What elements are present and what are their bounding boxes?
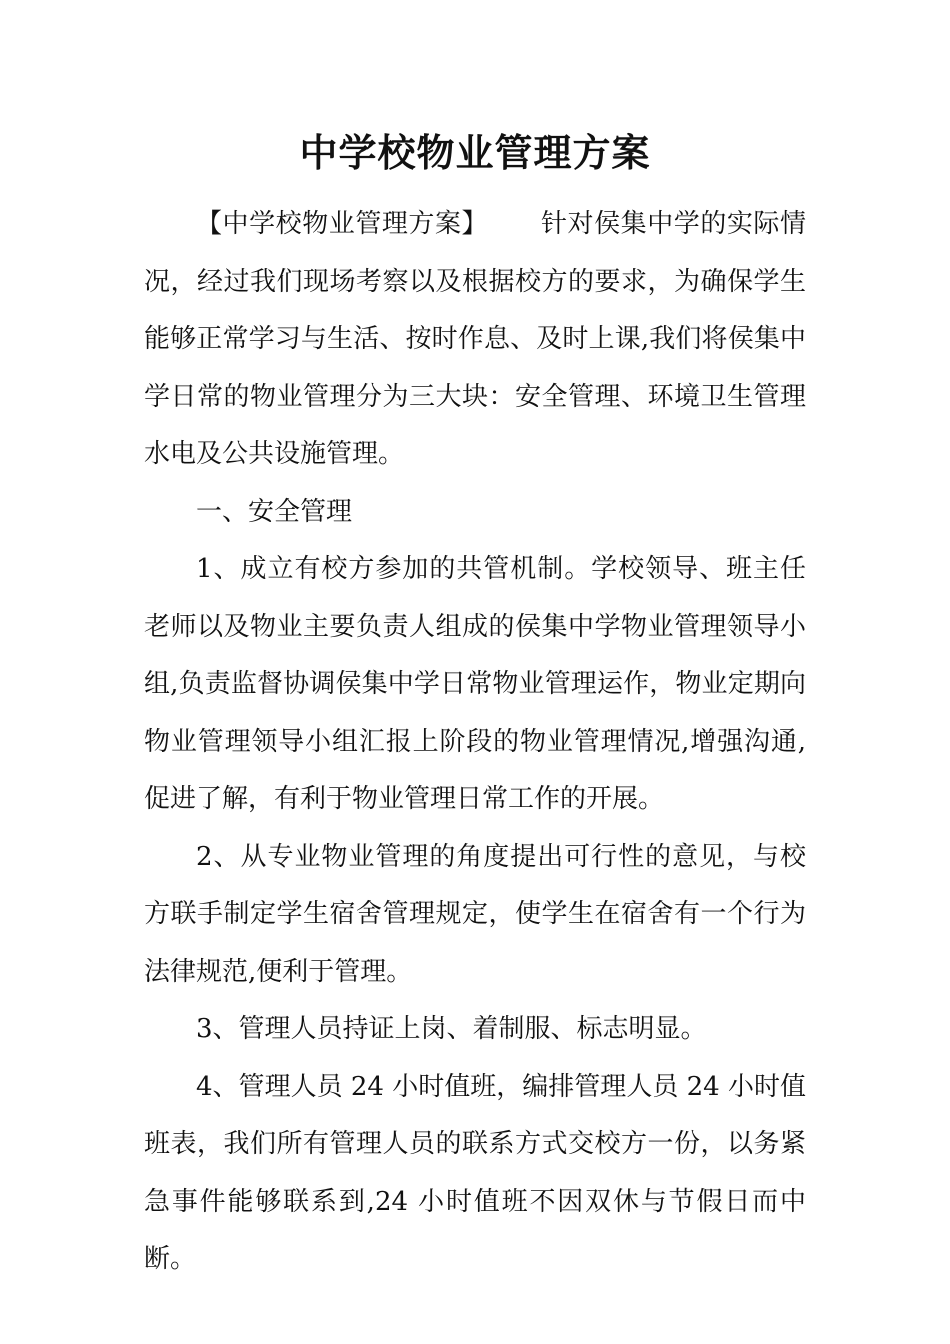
list-item-2: 2、从专业物业管理的角度提出可行性的意见，与校方联手制定学生宿舍管理规定，使学生在宿舍有一个行为法律规范,便利于管理。	[144, 841, 806, 987]
list-item-4: 4、管理人员 24 小时值班，编排管理人员 24 小时值班表，我们所有管理人员的联系方式交校方一份，以务紧急事件能够联系到,24 小时值班不因双休与节假日而中断。	[144, 1071, 806, 1274]
intro-paragraph	[144, 196, 806, 484]
list-item-1: 1、成立有校方参加的共管机制。学校领导、班主任老师以及物业主要负责人组成的侯集中学物业管理领导小组,负责监督协调侯集中学日常物业管理运作，物业定期向物业管理领导小组汇报上阶段的物业管理情况,增强沟通,促进了解，有利于物业管理日常工作的开展。	[144, 554, 806, 814]
document-body	[144, 196, 806, 1289]
intro-gap	[488, 209, 541, 239]
intro-text: 针对侯集中学的实际情况，经过我们现场考察以及根据校方的要求，为确保学生能够正常学习与生活、按时作息、及时上课,我们将侯集中学日常的物业管理分为三大块：安全管理、环境卫生管理水电及公共设施管理。	[144, 209, 806, 469]
list-item-3: 3、管理人员持证上岗、着制服、标志明显。	[196, 1014, 707, 1044]
intro-tag: 【中学校物业管理方案】	[196, 209, 489, 239]
section-heading-safety: 一、安全管理	[196, 496, 353, 527]
document-title: 中学校物业管理方案	[299, 130, 651, 175]
